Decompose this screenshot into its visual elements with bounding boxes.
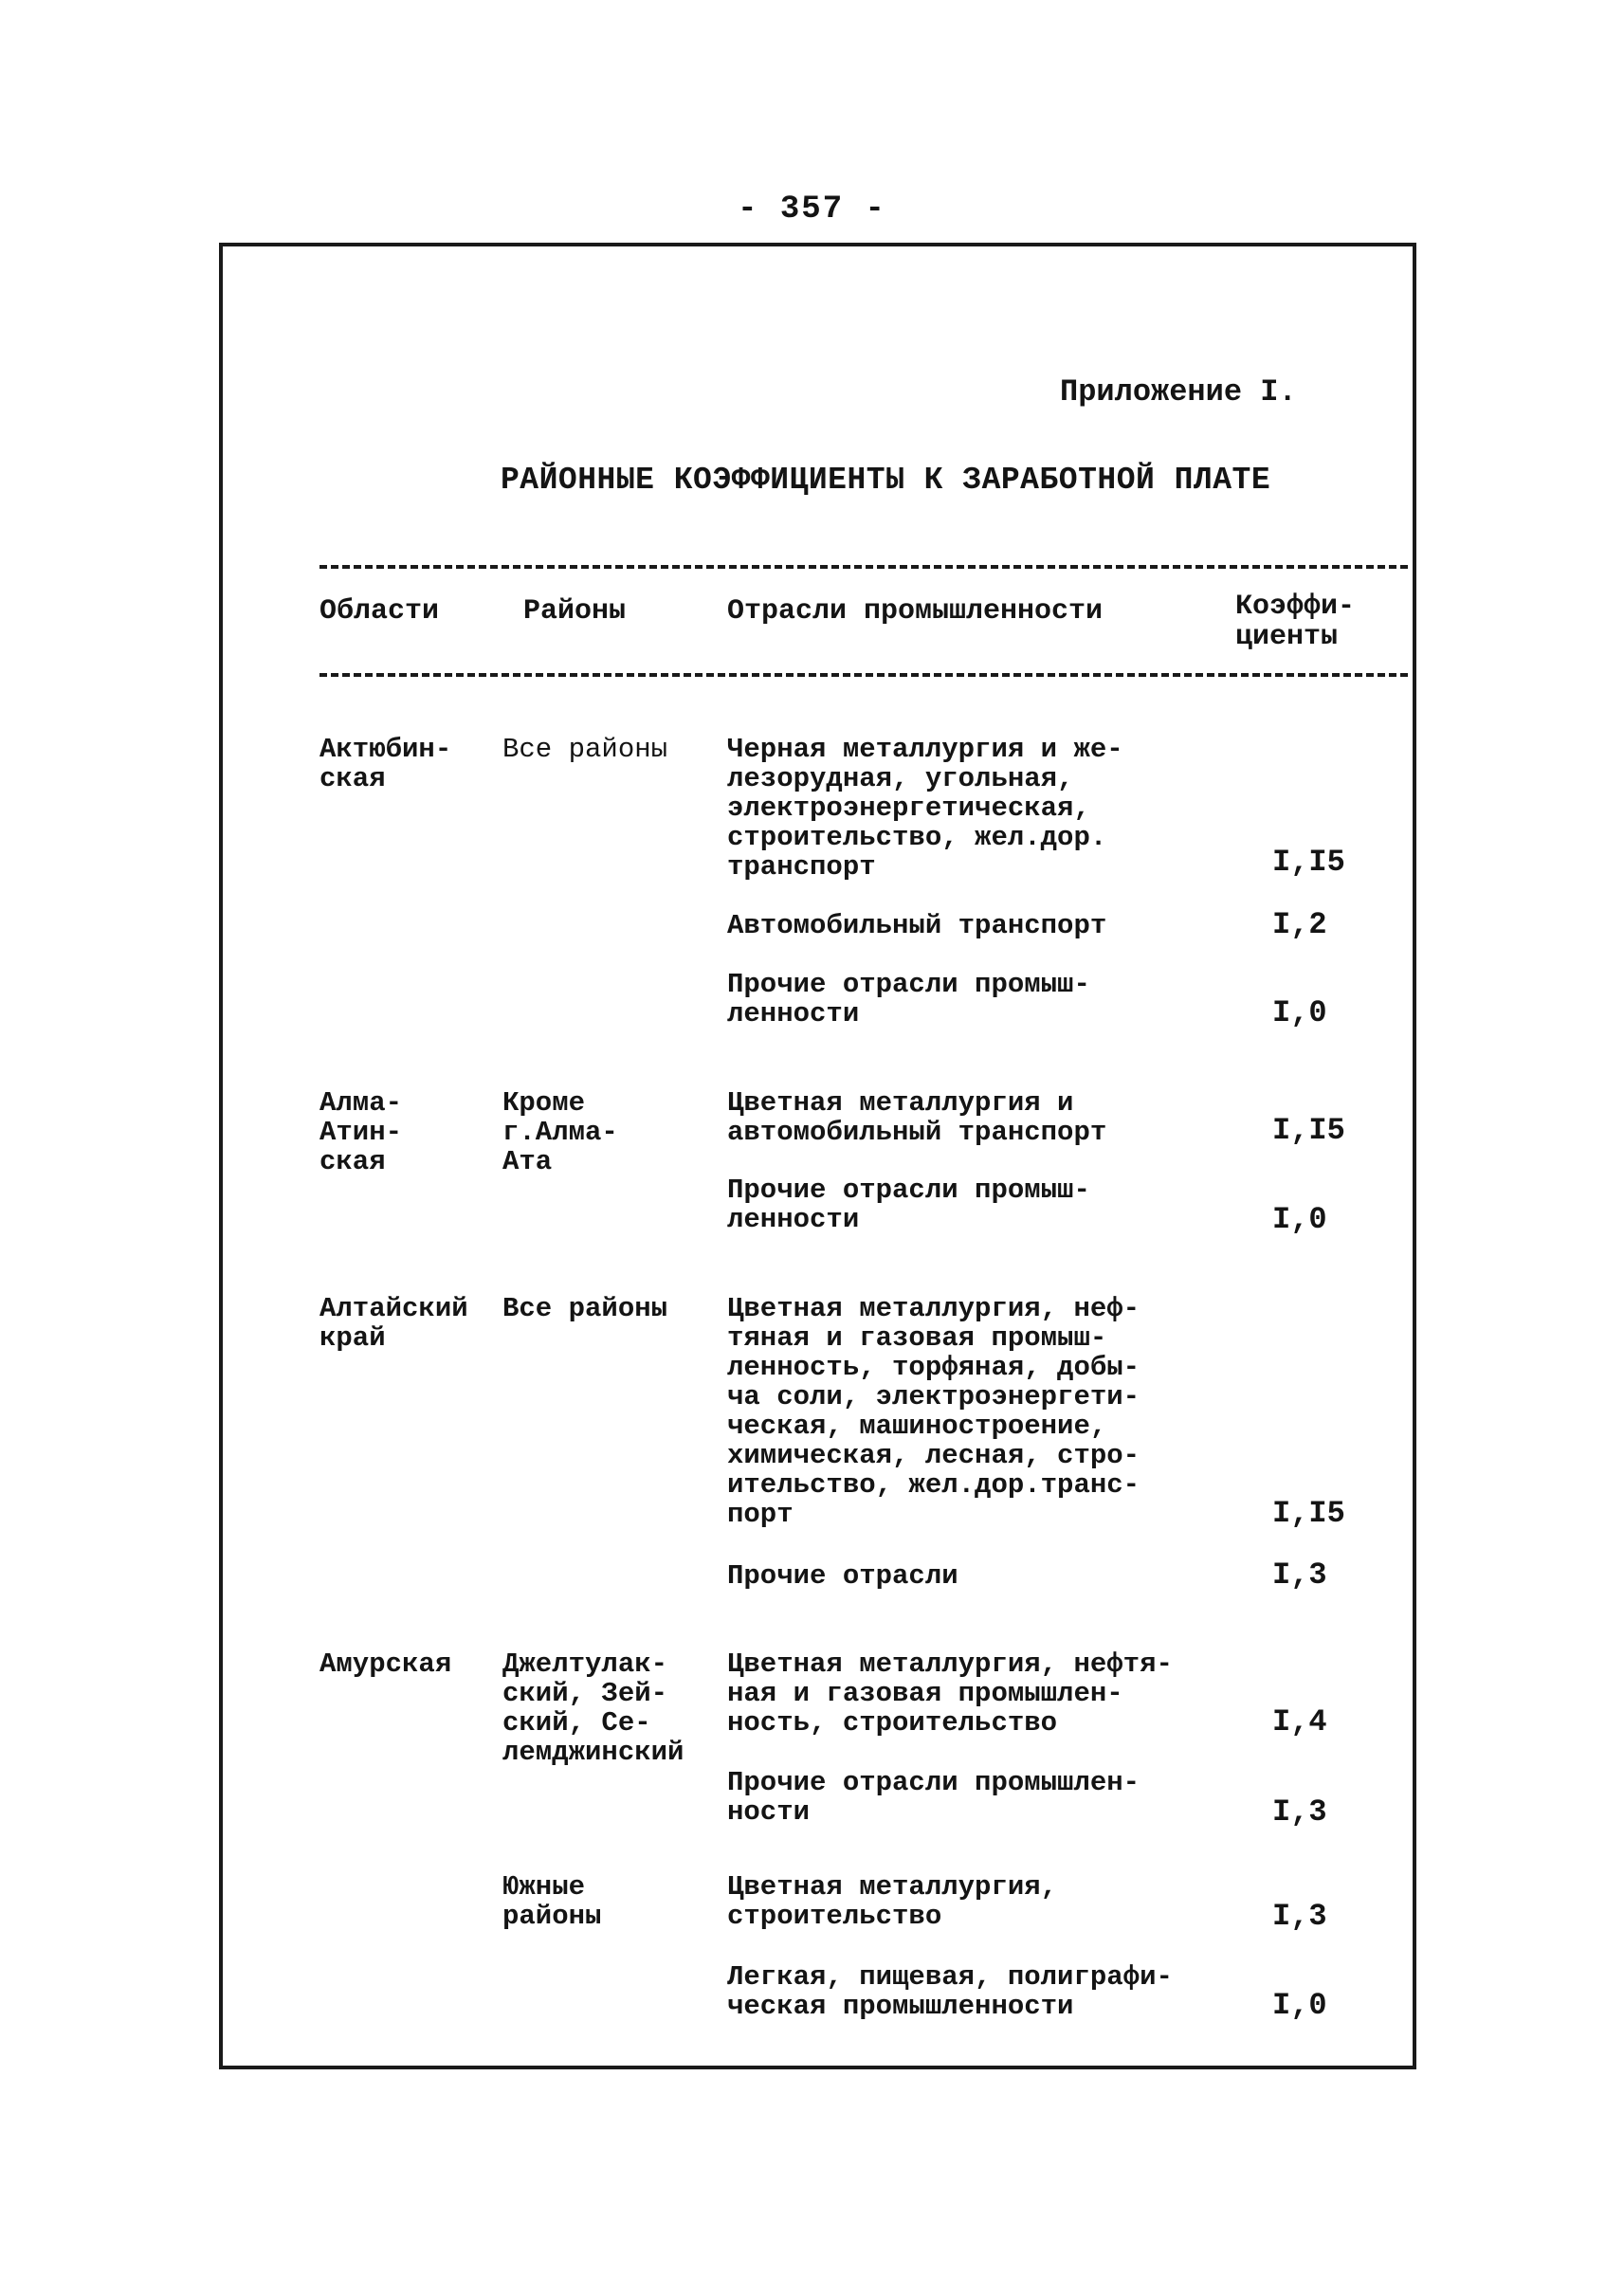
industry-cell: Прочие отрасли промыш- ленности	[727, 969, 1090, 1029]
region-cell: Актюбин- ская	[319, 734, 452, 794]
coefficient-cell: I,3	[1272, 1557, 1327, 1593]
industry-cell: Легкая, пищевая, полиграфи- ческая промышленности	[727, 1961, 1173, 2022]
industry-cell: Прочие отрасли промышлен- ности	[727, 1767, 1140, 1828]
district-cell: Кроме г.Алма- Ата	[502, 1087, 618, 1177]
region-cell: Алма- Атин- ская	[319, 1087, 403, 1177]
region-cell: Амурская	[319, 1648, 452, 1680]
industry-cell: Прочие отрасли промыш- ленности	[727, 1175, 1090, 1235]
coefficient-cell: I,2	[1272, 907, 1327, 942]
district-cell: Джелтулак- ский, Зей- ский, Се- лемджинский	[502, 1648, 684, 1768]
district-cell: Все районы	[502, 1293, 668, 1324]
industry-cell: Цветная металлургия, неф- тяная и газовая промыш- ленность, торфяная, добы- ча соли, электроэнергети- ческая, машиностроение, химическая, лесная, стро- ительство, жел.дор.транс- порт	[727, 1293, 1140, 1530]
industry-cell: Цветная металлургия, строительство	[727, 1871, 1058, 1932]
coefficient-cell: I,3	[1272, 1794, 1327, 1830]
header-bottom-rule	[319, 673, 1408, 677]
appendix-label: Приложение I.	[1060, 374, 1297, 410]
district-cell: Все районы	[502, 734, 668, 765]
coefficient-cell: I,3	[1272, 1899, 1327, 1934]
table-title: РАЙОННЫЕ КОЭФФИЦИЕНТЫ К ЗАРАБОТНОЙ ПЛАТЕ	[501, 463, 1271, 498]
header-top-rule	[319, 565, 1408, 569]
district-cell: Южные районы	[502, 1871, 602, 1932]
region-cell: Алтайский край	[319, 1293, 468, 1354]
page-number: - 357 -	[738, 191, 886, 228]
header-regions: Области	[319, 595, 440, 628]
coefficient-cell: I,0	[1272, 1202, 1327, 1237]
header-coefficients: Коэффи- циенты	[1235, 591, 1356, 653]
header-districts: Районы	[523, 595, 627, 628]
industry-cell: Прочие отрасли	[727, 1560, 958, 1592]
coefficient-cell: I,I5	[1272, 1496, 1345, 1531]
coefficient-cell: I,0	[1272, 1988, 1327, 2023]
header-industries: Отрасли промышленности	[727, 595, 1104, 628]
coefficient-cell: I,4	[1272, 1704, 1327, 1739]
industry-cell: Черная металлургия и же- лезорудная, угольная, электроэнергетическая, строительство, жел.дор. транспорт	[727, 734, 1123, 883]
coefficient-cell: I,I5	[1272, 1113, 1345, 1148]
coefficient-cell: I,I5	[1272, 845, 1345, 880]
coefficient-cell: I,0	[1272, 995, 1327, 1030]
industry-cell: Цветная металлургия и автомобильный транспорт	[727, 1087, 1107, 1148]
industry-cell: Цветная металлургия, нефтя- ная и газовая промышлен- ность, строительство	[727, 1648, 1173, 1739]
industry-cell: Автомобильный транспорт	[727, 910, 1107, 941]
